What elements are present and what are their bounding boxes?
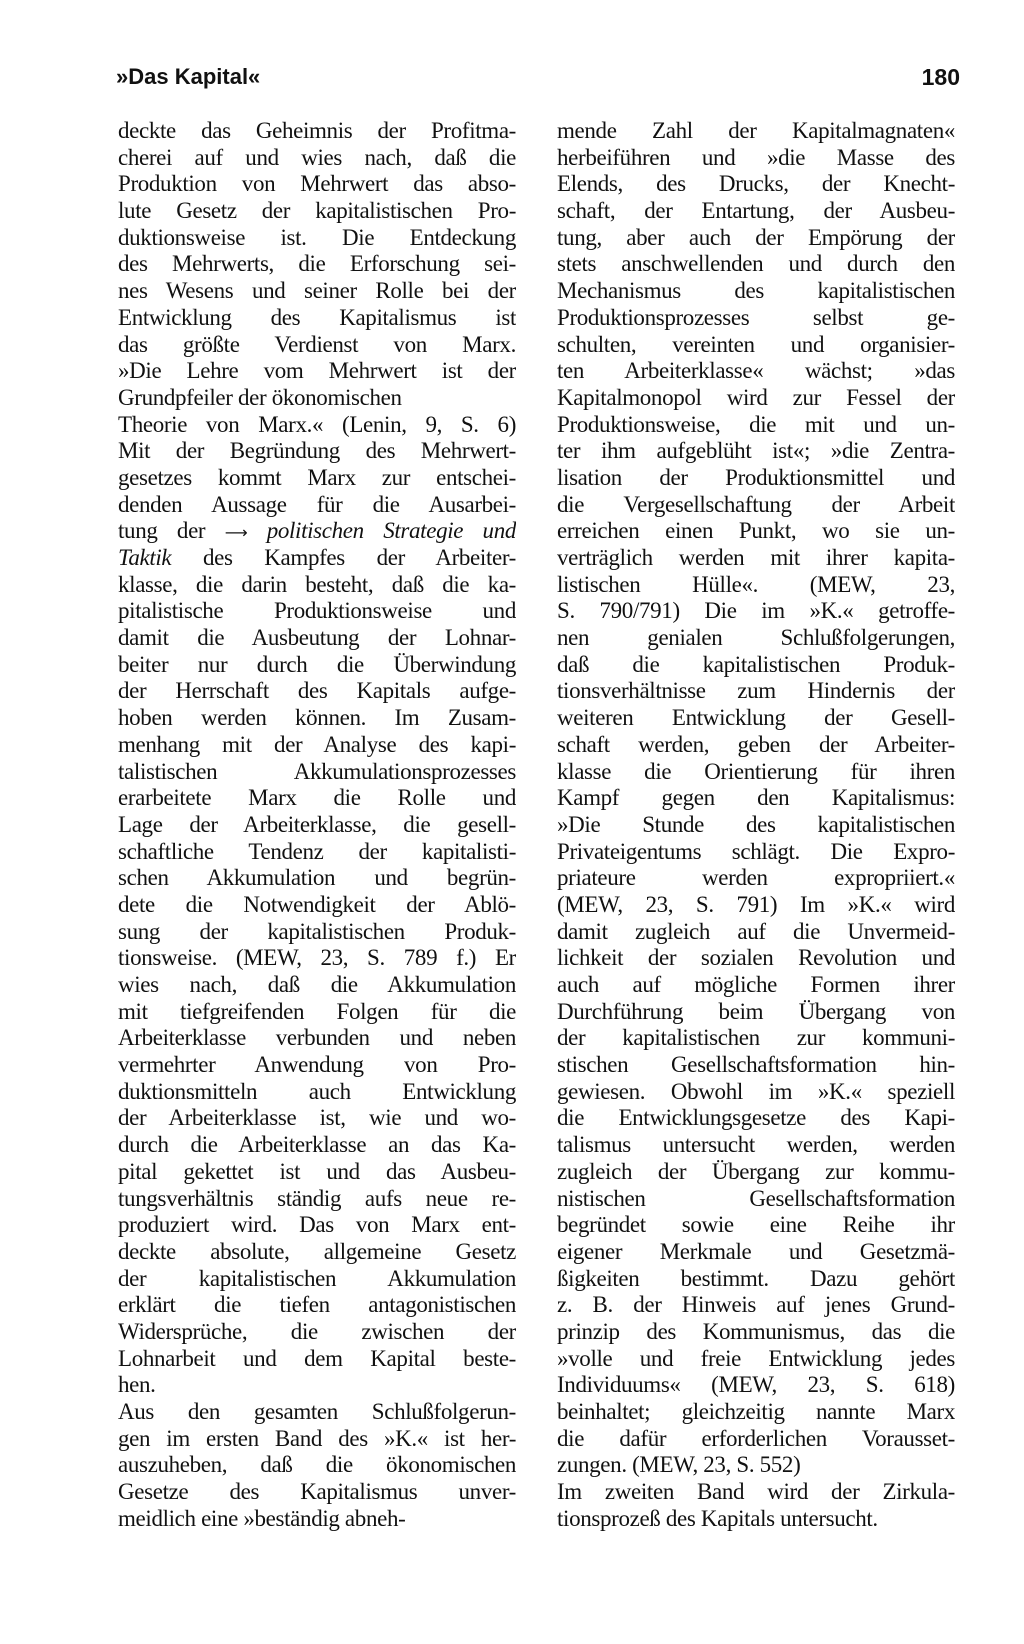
left-column-line: erarbeitete Marx die Rolle und <box>118 785 516 811</box>
left-column-line: das größte Verdienst von Marx. <box>118 331 516 357</box>
right-column-line: tionsprozeß des Kapitals untersucht. <box>557 1505 878 1531</box>
right-column-line: Im zweiten Band wird der Zirkula- <box>557 1479 955 1505</box>
left-column-line: klasse, die darin besteht, daß die ka- <box>118 571 516 597</box>
left-column-line: des Mehrwerts, die Erforschung sei- <box>118 251 516 277</box>
right-column-line: schulten, vereinten und organisier- <box>557 331 955 357</box>
running-title: »Das Kapital« <box>116 64 261 89</box>
left-column-line: Mit der Begründung des Mehrwert- <box>118 438 516 464</box>
left-column-line: auszuheben, daß die ökonomischen <box>118 1452 516 1478</box>
left-column-line <box>118 518 516 545</box>
left-column-line: tungsverhältnis ständig aufs neue re- <box>118 1185 516 1211</box>
left-column-line: hoben werden können. Im Zusam- <box>118 705 516 731</box>
left-column-line: »Die Lehre vom Mehrwert ist der <box>118 358 516 384</box>
right-column-line: listischen Hülle«. (MEW, 23, <box>557 571 955 597</box>
right-column-line: tung, aber auch der Empörung der <box>557 224 955 250</box>
left-column-line: der kapitalistischen Akkumulation <box>118 1265 516 1291</box>
left-column-line <box>118 545 516 572</box>
cross-reference-arrow-icon: ⟶ <box>224 523 248 543</box>
right-column-line: der kapitalistischen zur kommuni- <box>557 1025 955 1051</box>
right-column-line: stischen Gesellschaftsformation hin- <box>557 1052 955 1078</box>
right-column-line: schaft, der Entartung, der Ausbeu- <box>557 198 955 224</box>
left-column-line: Entwicklung des Kapitalismus ist <box>118 304 516 330</box>
left-column-line: Aus den gesamten Schlußfolgerun- <box>118 1399 516 1424</box>
left-column-line: duktionsmitteln auch Entwicklung <box>118 1078 516 1104</box>
right-column-line: erreichen einen Punkt, wo sie un- <box>557 518 955 544</box>
right-column-line: Individuums« (MEW, 23, S. 618) <box>557 1372 955 1398</box>
right-column-line: die Entwicklungsgesetze des Kapi- <box>557 1105 955 1131</box>
right-column-line: schaft werden, geben der Arbeiter- <box>557 731 955 757</box>
left-column-line: Produktion von Mehrwert das abso- <box>118 171 516 197</box>
right-column-line: Durchführung beim Übergang von <box>557 998 955 1024</box>
right-column-line: zugleich der Übergang zur kommu- <box>557 1158 955 1184</box>
right-column-line: (MEW, 23, S. 791) Im »K.« wird <box>557 891 955 917</box>
left-column-line: pitalistische Produktionsweise und <box>118 598 516 624</box>
left-column-line: pital gekettet ist und das Ausbeu- <box>118 1158 516 1184</box>
right-column-line: ten Arbeiterklasse« wächst; »das <box>557 358 955 384</box>
right-column-line: S. 790/791) Die im »K.« getroffe- <box>557 598 955 624</box>
right-column-line: begründet sowie eine Reihe ihr <box>557 1212 955 1238</box>
left-column-line: deckte absolute, allgemeine Gesetz <box>118 1238 516 1264</box>
left-column-line: dete die Notwendigkeit der Ablö- <box>118 891 516 917</box>
cross-reference-term: politischen Strategie und <box>266 518 516 544</box>
right-column-line: Mechanismus des kapitalistischen <box>557 278 955 304</box>
right-column-line: ter ihm aufgeblüht ist«; »die Zentra- <box>557 438 955 464</box>
right-column-line: »volle und freie Entwicklung jedes <box>557 1345 955 1371</box>
left-column-line: cherei auf und wies nach, daß die <box>118 144 516 170</box>
left-column-line: hen. <box>118 1372 156 1398</box>
page-number: 180 <box>921 64 960 90</box>
right-column-line: nistischen Gesellschaftsformation <box>557 1185 955 1211</box>
left-column-line: erklärt die tiefen antagonistischen <box>118 1292 516 1318</box>
left-column-line: Arbeiterklasse verbunden und neben <box>118 1025 516 1051</box>
right-column-line: nen genialen Schlußfolgerungen, <box>557 625 955 651</box>
left-column-line: menhang mit der Analyse des kapi- <box>118 731 516 757</box>
right-column-line: Kapitalmonopol wird zur Fessel der <box>557 384 955 410</box>
left-column-line: durch die Arbeiterklasse an das Ka- <box>118 1132 516 1158</box>
left-column-line: deckte das Geheimnis der Profitma- <box>118 118 516 143</box>
cross-reference-term: Taktik <box>118 545 172 570</box>
text-run: tung der <box>118 518 206 544</box>
right-column-line: klasse die Orientierung für ihren <box>557 758 955 784</box>
right-column-line: Elends, des Drucks, der Knecht- <box>557 171 955 197</box>
right-column-line: Produktionsweise, die mit und un- <box>557 411 955 437</box>
left-column-line: sung der kapitalistischen Produk- <box>118 918 516 944</box>
left-column-line: talistischen Akkumulationsprozesses <box>118 758 516 784</box>
left-column-line: gesetzes kommt Marx zur entschei- <box>118 464 516 490</box>
right-column <box>557 118 955 1532</box>
right-column-line: damit zugleich auf die Unvermeid- <box>557 918 955 944</box>
right-column-line: die Vergesellschaftung der Arbeit <box>557 491 955 517</box>
left-column-line: Widersprüche, die zwischen der <box>118 1318 516 1344</box>
right-column-line: weiteren Entwicklung der Gesell- <box>557 705 955 731</box>
right-column-line: herbeiführen und »die Masse des <box>557 144 955 170</box>
left-column-line: Lage der Arbeiterklasse, die gesell- <box>118 811 516 837</box>
right-column-line: z. B. der Hinweis auf jenes Grund- <box>557 1292 955 1318</box>
left-column-line: schen Akkumulation und begrün- <box>118 865 516 891</box>
right-column-line: gewiesen. Obwohl im »K.« speziell <box>557 1078 955 1104</box>
left-column-line: gen im ersten Band des »K.« ist her- <box>118 1425 516 1451</box>
right-column-line: »Die Stunde des kapitalistischen <box>557 811 955 837</box>
right-column-line: Privateigentums schlägt. Die Expro- <box>557 838 955 864</box>
right-column-line: Produktionsprozesses selbst ge- <box>557 304 955 330</box>
right-column-line: priateure werden expropriiert.« <box>557 865 955 891</box>
right-column-line: stets anschwellenden und durch den <box>557 251 955 277</box>
left-column-line: lute Gesetz der kapitalistischen Pro- <box>118 198 516 224</box>
right-column-line: daß die kapitalistischen Produk- <box>557 651 955 677</box>
left-column-line: denden Aussage für die Ausarbei- <box>118 491 516 517</box>
right-column-line: eigener Merkmale und Gesetzmä- <box>557 1238 955 1264</box>
left-column-line: duktionsweise ist. Die Entdeckung <box>118 224 516 250</box>
left-column-line: meidlich eine »beständig abneh- <box>118 1505 406 1531</box>
left-column-line: damit die Ausbeutung der Lohnar- <box>118 625 516 651</box>
left-column-line: Grundpfeiler der ökonomischen <box>118 384 402 410</box>
right-column-line: auch auf mögliche Formen ihrer <box>557 972 955 997</box>
right-column-line: lisation der Produktionsmittel und <box>557 464 955 490</box>
left-column <box>118 118 516 1532</box>
left-column-line: Theorie von Marx.« (Lenin, 9, S. 6) <box>118 411 516 437</box>
right-column-line: beinhaltet; gleichzeitig nannte Marx <box>557 1399 955 1424</box>
right-column-line: verträglich werden mit ihrer kapita- <box>557 545 955 570</box>
right-column-line: Kampf gegen den Kapitalismus: <box>557 785 955 811</box>
right-column-line: lichkeit der sozialen Revolution und <box>557 945 955 971</box>
left-column-line: tionsweise. (MEW, 23, S. 789 f.) Er <box>118 945 516 971</box>
right-column-line: ßigkeiten bestimmt. Dazu gehört <box>557 1265 955 1291</box>
left-column-line: der Arbeiterklasse ist, wie und wo- <box>118 1105 516 1131</box>
right-column-line: tionsverhältnisse zum Hindernis der <box>557 678 955 704</box>
left-column-line: Gesetze des Kapitalismus unver- <box>118 1479 516 1505</box>
left-column-line: beiter nur durch die Überwindung <box>118 651 516 677</box>
left-column-line: vermehrter Anwendung von Pro- <box>118 1052 516 1078</box>
left-column-line: mit tiefgreifenden Folgen für die <box>118 998 516 1024</box>
right-column-line: die dafür erforderlichen Vorausset- <box>557 1425 955 1451</box>
left-column-line: wies nach, daß die Akkumulation <box>118 972 516 997</box>
right-column-line: mende Zahl der Kapitalmagnaten« <box>557 118 955 143</box>
left-column-line: produziert wird. Das von Marx ent- <box>118 1212 516 1238</box>
left-column-line: der Herrschaft des Kapitals aufge- <box>118 678 516 704</box>
left-column-line: schaftliche Tendenz der kapitalisti- <box>118 838 516 864</box>
right-column-line: prinzip des Kommunismus, das die <box>557 1318 955 1344</box>
left-column-line: Lohnarbeit und dem Kapital beste- <box>118 1345 516 1371</box>
right-column-line: zungen. (MEW, 23, S. 552) <box>557 1452 801 1478</box>
left-column-line: nes Wesens und seiner Rolle bei der <box>118 278 516 304</box>
text-run: des Kampfes der Arbeiter- <box>202 545 516 570</box>
right-column-line: talismus untersucht werden, werden <box>557 1132 955 1158</box>
